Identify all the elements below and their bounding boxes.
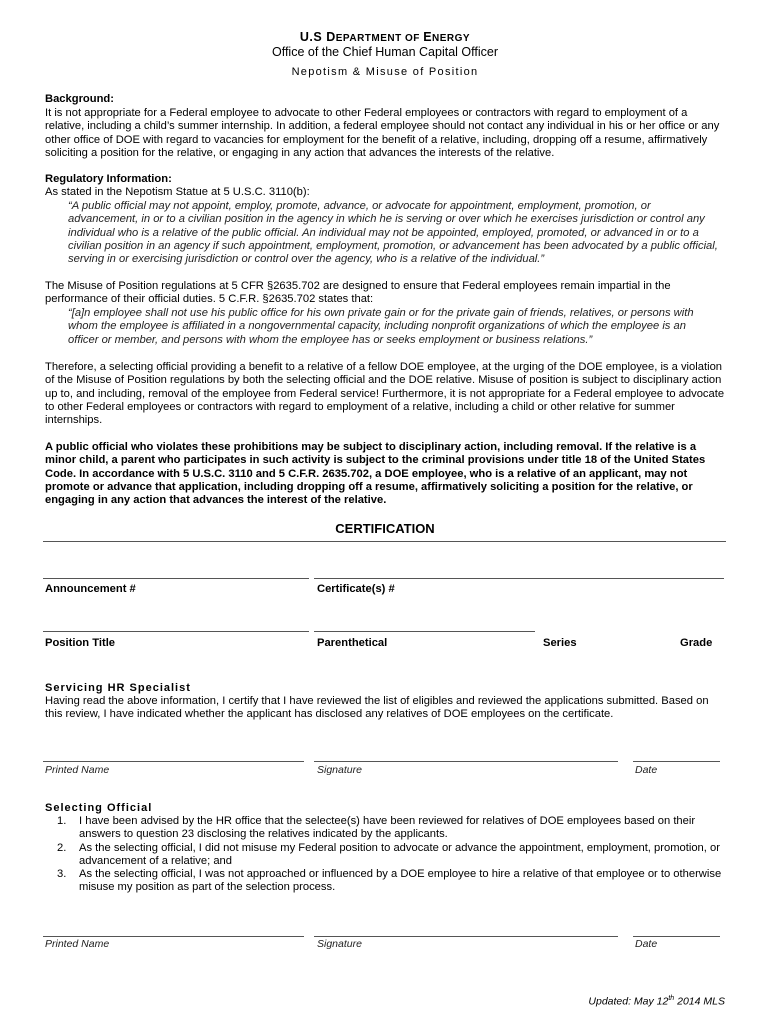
hr-date-line[interactable] xyxy=(633,761,720,762)
parenthetical-line[interactable] xyxy=(314,631,535,632)
list-item: 2. As the selecting official, I did not misuse my Federal position to advocate or advance the appointment, employment, promotion, or advancement of a relative; and xyxy=(57,841,720,867)
certificate-line[interactable] xyxy=(314,578,724,579)
document-subtitle: Nepotism & Misuse of Position xyxy=(291,66,479,78)
so-date-label: Date xyxy=(635,938,658,950)
certification-divider xyxy=(43,541,726,542)
certificate-label: Certificate(s) # xyxy=(317,583,395,595)
hr-specialist-heading: Servicing HR Specialist xyxy=(45,682,191,694)
grade-label: Grade xyxy=(680,637,713,649)
misuse-text: The Misuse of Position regulations at 5 CFR §2635.702 are designed to ensure that Federal employees remain impartial in the performance of their official duties. 5 C.F.R. §2635.702 states that: xyxy=(45,280,671,306)
nepotism-quote: “A public official may not appoint, employ, promote, advance, or advocate for appointment, employment, promotion, or advancement, in or to a civilian position in the agency in which he is serving or over which he exercises jurisdiction or control any individual who is a relative of the public official. An individual may not be appointed, employed, promoted, or advanced in or to a civilian position in an agency if such appointment, employment, promotion, or advancement has been advocated by a public official, serving in or exercising jurisdiction or control over the agency, who is a relative of the individual.” xyxy=(68,200,718,266)
department-title: U.S DEPARTMENT OF ENERGY xyxy=(299,30,471,44)
office-title: Office of the Chief Human Capital Officer xyxy=(271,45,499,59)
hr-printed-name-label: Printed Name xyxy=(45,764,110,776)
so-signature-label: Signature xyxy=(317,938,362,950)
hr-signature-line[interactable] xyxy=(314,761,618,762)
hr-specialist-text: Having read the above information, I certify that I have reviewed the list of eligibles and reviewed the applications submitted. Based on this review, I have indicated whether the applicant has disclosed any relatives of DOE employees on the certificate. xyxy=(45,695,709,721)
announcement-line[interactable] xyxy=(43,578,309,579)
warning-text: A public official who violates these prohibitions may be subject to disciplinary action, including removal. If the relative is a minor child, a parent who participates in such activity is subject to the criminal provisions under title 18 of the United States Code. In accordance with 5 U.S.C. 3110 and 5 C.F.R. 2635.702, a DOE employee, who is a relative of an applicant, may not promote or advance that application, including dropping off a resume, affirmatively soliciting a position for the relative, or engaging in any action that advances the interest of the relative. xyxy=(45,441,706,507)
so-date-line[interactable] xyxy=(633,936,720,937)
misuse-quote: “[a]n employee shall not use his public office for his own private gain or for the private gain of friends, relatives, or persons with whom the employee is affiliated in a nongovernmental capacity, including nonprofit organizations of which the employee is an officer or member, and persons with whom the employee has or seeks employment or business relations.” xyxy=(68,307,694,346)
announcement-label: Announcement # xyxy=(45,583,136,595)
hr-date-label: Date xyxy=(635,764,658,776)
so-printed-name-label: Printed Name xyxy=(45,938,110,950)
background-heading: Background: xyxy=(45,93,114,105)
so-signature-line[interactable] xyxy=(314,936,618,937)
updated-note: Updated: May 12th 2014 MLS xyxy=(588,995,725,1008)
position-title-line[interactable] xyxy=(43,631,309,632)
so-printed-name-line[interactable] xyxy=(43,936,304,937)
parenthetical-label: Parenthetical xyxy=(317,637,388,649)
hr-signature-label: Signature xyxy=(317,764,362,776)
series-label: Series xyxy=(543,637,577,649)
therefore-text: Therefore, a selecting official providing a benefit to a relative of a fellow DOE employee, at the urging of the DOE employee, is a violation of the Misuse of Position regulations by both the selecting official and the DOE relative. Misuse of position is subject to disciplinary action up to, and including, removal of the employee from Federal service! Furthermore, it is not appropriate for a Federal employee to advocate to other Federal employees or contractors with regard to employment of a relative, including a child or other relative for summer internships. xyxy=(45,361,725,427)
position-title-label: Position Title xyxy=(45,637,116,649)
list-item: 1. I have been advised by the HR office that the selectee(s) have been reviewed for relatives of DOE employees based on their answers to question 23 disclosing the relatives indicated by the applicants. xyxy=(57,815,696,841)
selecting-official-list xyxy=(45,815,725,895)
certification-title: CERTIFICATION xyxy=(335,521,435,536)
background-text: It is not appropriate for a Federal employee to advocate to other Federal employees or contractors with regard to employment of a relative, including a child’s summer internship. In addition, a federal employee should not contact any individual in his or her office or any other office of DOE with regard to vacancies for employment for the benefit of a relative, including, dropping off a resume, affirmatively soliciting a position for the relative, or engaging in any action that advances the interests of the relative. xyxy=(45,107,720,159)
regulatory-heading: Regulatory Information: xyxy=(45,173,172,185)
regulatory-intro: As stated in the Nepotism Statue at 5 U.S.C. 3110(b): xyxy=(45,186,310,198)
selecting-official-heading: Selecting Official xyxy=(45,802,153,814)
hr-printed-name-line[interactable] xyxy=(43,761,304,762)
list-item: 3. As the selecting official, I was not approached or influenced by a DOE employee to hire a relative of that employee or to otherwise misuse my position as part of the selection process. xyxy=(57,868,722,894)
